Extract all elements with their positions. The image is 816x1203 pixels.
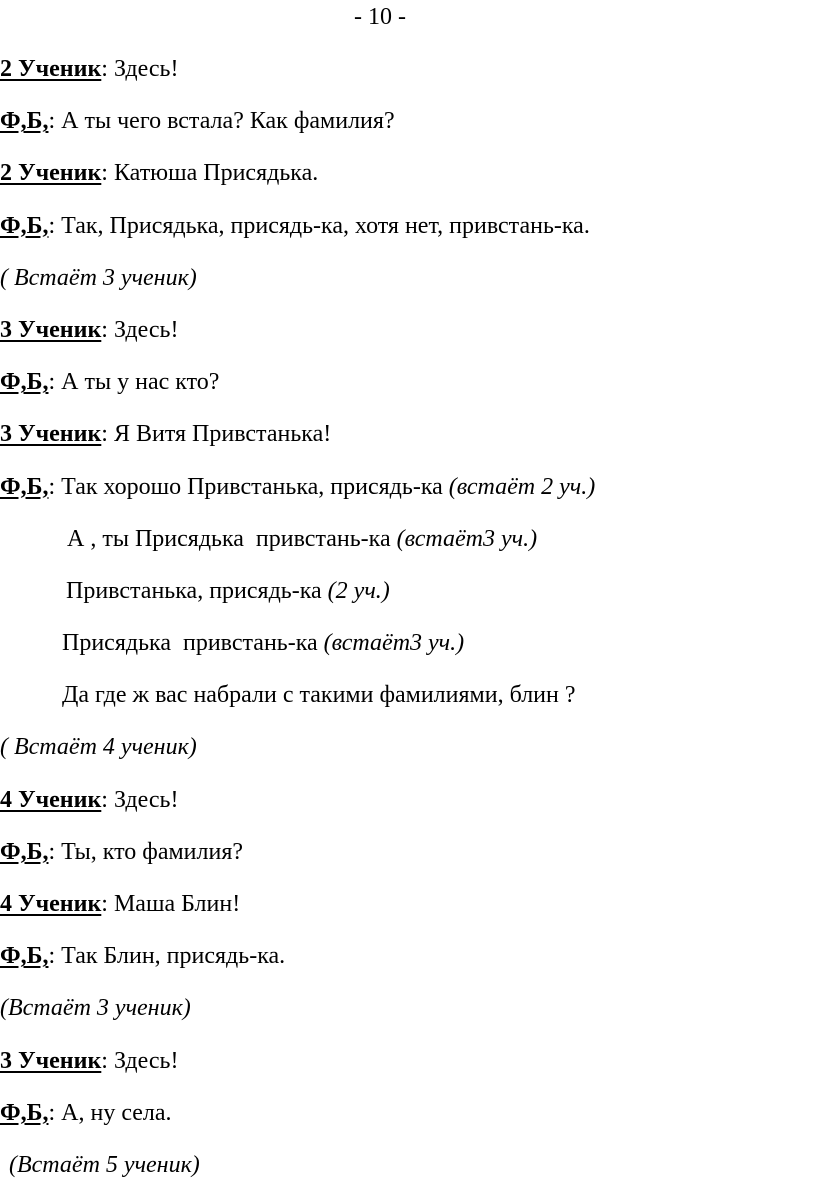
line-text: Ты, кто фамилия? [61,838,244,865]
continuation-line [0,681,816,733]
line-text: Так Блин, присядь-ка. [61,943,286,970]
line-text: А , ты Присядька привстань-ка [67,525,397,552]
speaker-name: 2 Ученик [0,160,102,187]
play-script [0,55,816,1203]
speaker-name: Ф,Б, [0,838,49,865]
line-text: Здесь! [113,56,179,82]
speaker-separator: : [48,838,62,865]
continuation-line [0,525,816,577]
line-text: Здесь! [113,316,179,343]
line-text: Привстанька, присядь-ка [66,577,328,604]
speaker-name: 2 Ученик [0,56,102,82]
speaker-name: 4 Ученик [0,891,102,917]
stage-direction: (встаёт3 уч.) [323,630,465,657]
line-text: А, ну села. [61,1099,172,1126]
script-line [0,159,816,211]
speaker-separator: : [48,473,62,500]
stage-direction: (встаёт 2 уч.) [448,473,596,500]
script-line [0,473,816,525]
script-line [0,890,816,942]
script-line [0,368,816,420]
script-line [0,1099,816,1151]
speaker-separator: : [48,1099,62,1126]
speaker-name: 4 Ученик [0,786,102,813]
speaker-name: Ф,Б, [0,212,49,239]
speaker-separator: : [48,108,62,135]
line-text: Так, Присядька, присядь-ка, хотя нет, привстань-ка. [61,212,590,239]
stage-direction-line [0,264,816,316]
speaker-name: Ф,Б, [0,108,49,135]
stage-direction: ( Встаёт 3 ученик) [0,264,197,291]
line-text: Так хорошо Привстанька, присядь-ка [61,473,449,500]
speaker-separator: : [101,160,114,187]
line-text: Катюша Присядька. [113,160,319,187]
speaker-name: Ф,Б, [0,369,49,396]
speaker-name: Ф,Б, [0,943,49,970]
speaker-name: 3 Ученик [0,316,102,343]
script-line [0,55,816,107]
speaker-separator: : [101,891,114,917]
speaker-name: Ф,Б, [0,1099,49,1126]
speaker-separator: : [101,1047,114,1074]
stage-direction: (2 уч.) [327,577,390,604]
speaker-separator: : [48,369,62,396]
speaker-name: Ф,Б, [0,473,49,500]
line-text: А ты чего встала? Как фамилия? [61,108,395,135]
script-line [0,838,816,890]
speaker-separator: : [101,421,114,448]
line-text: Я Витя Привстанька! [113,421,332,448]
script-line [0,786,816,838]
script-line [0,420,816,472]
stage-direction: (Встаёт 3 ученик) [0,995,191,1022]
script-line [0,316,816,368]
stage-direction-line [0,1151,816,1203]
speaker-separator: : [48,943,62,970]
line-text: Здесь! [113,1047,179,1074]
stage-direction-line [0,994,816,1046]
stage-direction-line [0,733,816,785]
line-text: Присядька привстань-ка [62,630,324,657]
stage-direction: ( Встаёт 4 ученик) [0,734,197,761]
script-line [0,212,816,264]
script-line [0,107,816,159]
speaker-separator: : [48,212,62,239]
stage-direction: (Встаёт 5 ученик) [9,1151,200,1178]
continuation-line [0,629,816,681]
speaker-name: 3 Ученик [0,1047,102,1074]
speaker-separator: : [101,316,114,343]
line-text: Да где ж вас набрали с такими фамилиями, блин ? [62,682,576,709]
stage-direction: (встаёт3 уч.) [396,525,538,552]
speaker-separator: : [101,786,114,813]
script-line [0,1047,816,1099]
script-line [0,942,816,994]
speaker-name: 3 Ученик [0,421,102,448]
page-number: - 10 - [354,4,406,30]
line-text: Здесь! [113,786,179,813]
line-text: А ты у нас кто? [61,369,220,396]
speaker-separator: : [101,56,114,82]
continuation-line [0,577,816,629]
line-text: Маша Блин! [113,891,241,917]
